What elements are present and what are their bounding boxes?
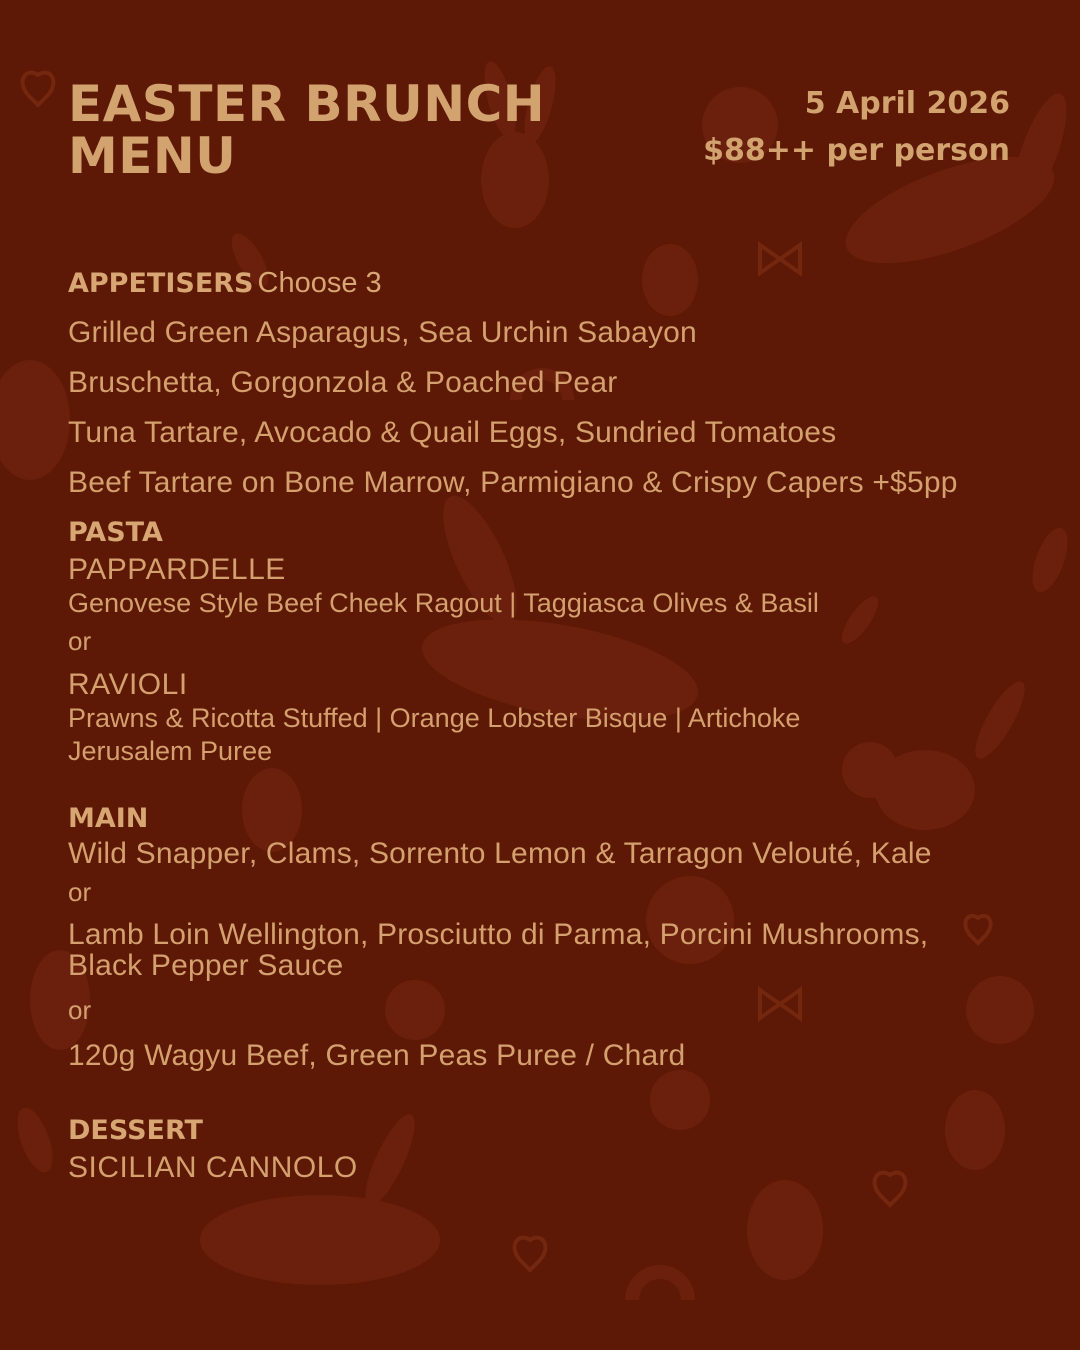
or-separator: or bbox=[68, 626, 92, 656]
menu-title-line2: MENU bbox=[68, 127, 237, 185]
main-item: Lamb Loin Wellington, Prosciutto di Parma, Porcini Mushrooms, Black Pepper Sauce bbox=[68, 918, 929, 982]
dessert-item: SICILIAN CANNOLO bbox=[68, 1151, 358, 1184]
appetiser-item: Beef Tartare on Bone Marrow, Parmigiano & Crispy Capers +$5pp bbox=[68, 466, 958, 499]
pasta-dish-name: RAVIOLI bbox=[68, 668, 188, 701]
appetisers-heading: APPETISERS bbox=[68, 268, 254, 299]
pasta-section bbox=[68, 517, 1028, 768]
menu-title-line1: EASTER BRUNCH bbox=[68, 75, 546, 133]
appetiser-item: Bruschetta, Gorgonzola & Poached Pear bbox=[68, 366, 618, 399]
dessert-section bbox=[68, 1115, 1028, 1185]
section-heading bbox=[68, 267, 1028, 300]
or-separator: or bbox=[68, 995, 92, 1025]
main-section bbox=[68, 803, 1028, 1073]
main-item: Wild Snapper, Clams, Sorrento Lemon & Tarragon Velouté, Kale bbox=[68, 837, 932, 870]
appetiser-item: Grilled Green Asparagus, Sea Urchin Sabayon bbox=[68, 316, 697, 349]
menu-title bbox=[68, 75, 628, 185]
or-separator: or bbox=[68, 877, 92, 907]
main-heading: MAIN bbox=[68, 803, 149, 834]
pasta-dish-description: Genovese Style Beef Cheek Ragout | Taggiasca Olives & Basil bbox=[68, 588, 819, 618]
pasta-dish-description: Prawns & Ricotta Stuffed | Orange Lobster Bisque | Artichoke Jerusalem Puree bbox=[68, 703, 801, 766]
pasta-dish-name: PAPPARDELLE bbox=[68, 553, 286, 586]
price-per-person: $88++ per person bbox=[703, 133, 1010, 168]
appetisers-section bbox=[68, 267, 1028, 500]
appetiser-item: Tuna Tartare, Avocado & Quail Eggs, Sundried Tomatoes bbox=[68, 416, 837, 449]
main-item: 120g Wagyu Beef, Green Peas Puree / Chard bbox=[68, 1039, 686, 1072]
event-date: 5 April 2026 bbox=[804, 86, 1010, 121]
dessert-heading: DESSERT bbox=[68, 1115, 203, 1146]
pasta-heading: PASTA bbox=[68, 517, 163, 548]
appetisers-note: Choose 3 bbox=[257, 267, 382, 299]
menu-meta bbox=[703, 80, 1010, 174]
